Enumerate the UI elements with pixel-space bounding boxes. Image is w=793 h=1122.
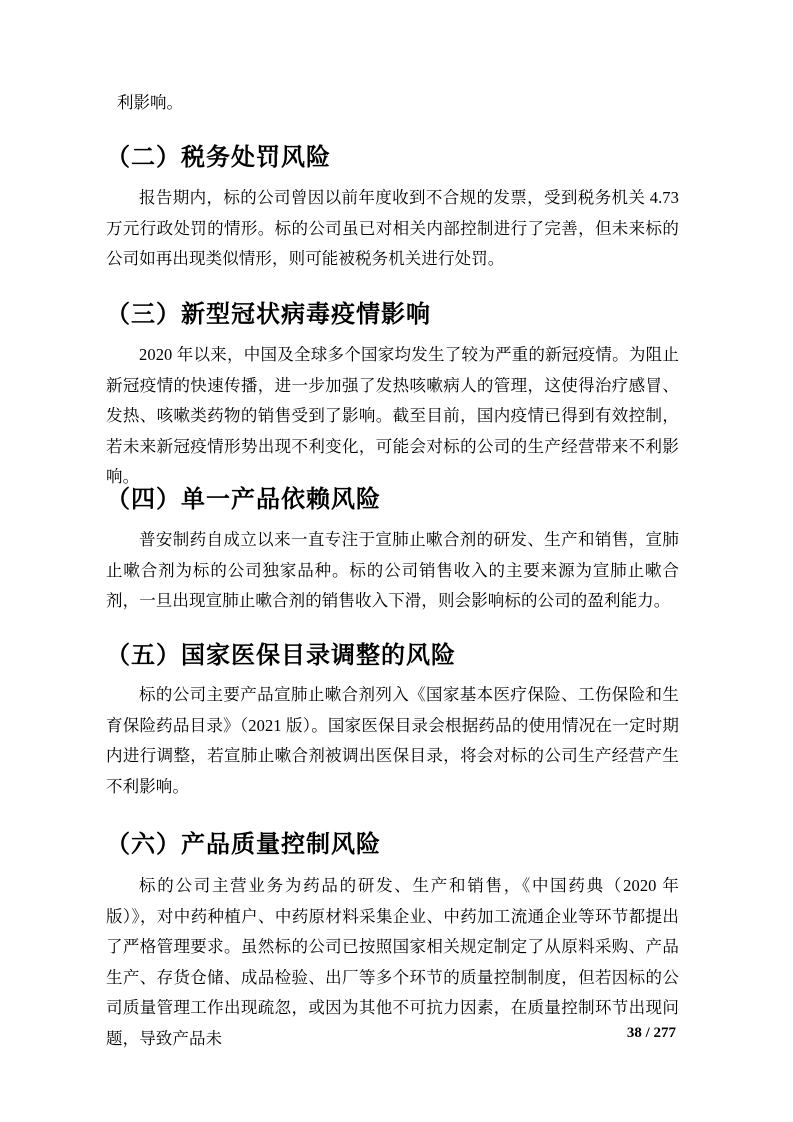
continuation-text: 利影响。	[117, 93, 183, 112]
section-heading-tax-penalty-risk: （二）税务处罚风险	[106, 144, 331, 171]
section-heading-product-quality-control-risk: （六）产品质量控制风险	[106, 831, 381, 858]
section-body-medical-insurance-catalog-risk: 标的公司主要产品宣肺止嗽合剂列入《国家基本医疗保险、工伤保险和生育保险药品目录》（2021 版）。国家医保目录会根据药品的使用情况在一定时期内进行调整，若宣肺止嗽合剂被调出医保目录，将会对标的公司生产经营产生不利影响。	[106, 685, 679, 796]
section-body-covid-impact: 2020 年以来，中国及全球多个国家均发生了较为严重的新冠疫情。为阻止新冠疫情的快速传播，进一步加强了发热咳嗽病人的管理，这使得治疗感冒、发热、咳嗽类药物的销售受到了影响。截至目前，国内疫情已得到有效控制，若未来新冠疫情形势出现不利变化，可能会对标的公司的生产经营带来不利影响。	[106, 345, 679, 486]
section-heading-covid-impact: （三）新型冠状病毒疫情影响	[106, 301, 431, 328]
section-heading-medical-insurance-catalog-risk: （五）国家医保目录调整的风险	[106, 642, 456, 669]
page-number: 38 / 277	[626, 1025, 676, 1041]
section-heading-single-product-risk: （四）单一产品依赖风险	[106, 486, 381, 513]
section-body-tax-penalty-risk: 报告期内，标的公司曾因以前年度收到不合规的发票，受到税务机关 4.73 万元行政处罚的情形。标的公司虽已对相关内部控制进行了完善，但未来标的公司如再出现类似情形，则可能被税务机关进行处罚。	[106, 188, 679, 268]
section-body-single-product-risk: 普安制药自成立以来一直专注于宣肺止嗽合剂的研发、生产和销售，宣肺止嗽合剂为标的公司独家品种。标的公司销售收入的主要来源为宣肺止嗽合剂，一旦出现宣肺止嗽合剂的销售收入下滑，则会影响标的公司的盈利能力。	[106, 530, 679, 610]
section-body-product-quality-control-risk: 标的公司主营业务为药品的研发、生产和销售，《中国药典（2020 年版）》，对中药种植户、中药原材料采集企业、中药加工流通企业等环节都提出了严格管理要求。虽然标的公司已按照国家相关规定制定了从原料采购、产品生产、存货仓储、成品检验、出厂等多个环节的质量控制制度，但若因标的公司质量管理工作出现疏忽，或因为其他不可抗力因素，在质量控制环节出现问题，导致产品未	[106, 876, 679, 1048]
